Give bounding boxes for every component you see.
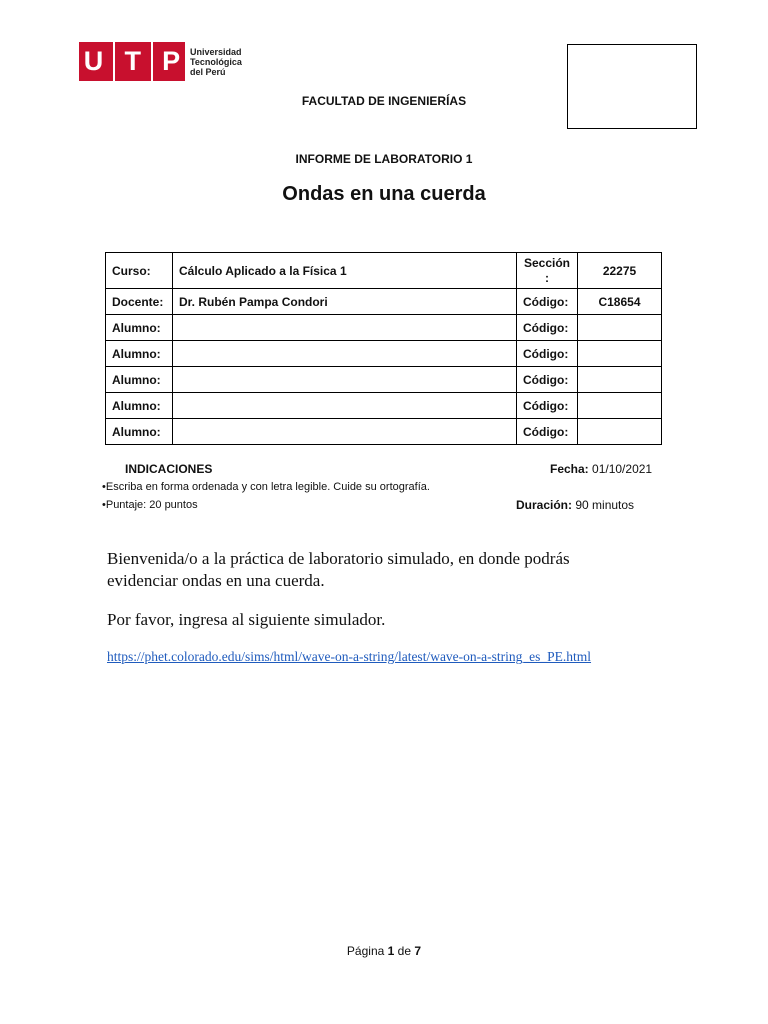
page-footer <box>0 944 768 958</box>
duracion <box>516 498 634 512</box>
seccion-label-colon: : <box>545 270 549 285</box>
logo-line: Universidad <box>190 46 242 57</box>
alumno-codigo[interactable] <box>578 341 662 367</box>
alumno-label: Alumno: <box>106 367 173 393</box>
alumno-codigo[interactable] <box>578 315 662 341</box>
curso-value: Cálculo Aplicado a la Física 1 <box>173 253 517 289</box>
alumno-codigo[interactable] <box>578 367 662 393</box>
page-of: de <box>397 944 412 958</box>
table-row <box>106 289 662 315</box>
curso-label: Curso: <box>106 253 173 289</box>
alumno-label: Alumno: <box>106 419 173 445</box>
docente-value: Dr. Rubén Pampa Condori <box>173 289 517 315</box>
alumno-label: Alumno: <box>106 315 173 341</box>
fecha <box>550 462 652 476</box>
docente-label: Docente: <box>106 289 173 315</box>
page-label: Página <box>346 944 385 958</box>
codigo-label: Código: <box>517 419 578 445</box>
codigo-label: Código: <box>517 341 578 367</box>
simulator-link[interactable]: https://phet.colorado.edu/sims/html/wave-on-a-string/latest/wave-on-a-string_es_PE.html <box>107 649 592 664</box>
alumno-value[interactable] <box>173 315 517 341</box>
photo-box <box>567 44 697 129</box>
welcome-paragraph: Bienvenida/o a la práctica de laboratorio simulado, en donde podrás evidenciar ondas en una cuerda. <box>107 549 570 590</box>
docente-codigo: C18654 <box>578 289 662 315</box>
table-row <box>106 315 662 341</box>
instruction-bullet: •Puntaje: 20 puntos <box>102 499 198 511</box>
instruction-paragraph: Por favor, ingresa al siguiente simulador. <box>107 610 386 629</box>
alumno-value[interactable] <box>173 393 517 419</box>
current-page: 1 <box>387 944 395 958</box>
utp-logo <box>79 42 242 81</box>
alumno-codigo[interactable] <box>578 393 662 419</box>
report-heading: INFORME DE LABORATORIO 1 <box>295 152 473 166</box>
seccion-value: 22275 <box>578 253 662 289</box>
faculty-heading: FACULTAD DE INGENIERÍAS <box>301 94 467 108</box>
total-pages: 7 <box>414 944 422 958</box>
table-row <box>106 341 662 367</box>
table-row <box>106 253 662 289</box>
document-title: Ondas en una cuerda <box>282 183 486 205</box>
codigo-label: Código: <box>517 393 578 419</box>
logo-line: del Perú <box>190 66 226 77</box>
logo-letter-p: P <box>162 46 181 76</box>
seccion-label <box>517 253 578 289</box>
indicaciones-heading: INDICACIONES <box>125 462 213 476</box>
codigo-label: Código: <box>517 315 578 341</box>
instruction-bullet: •Escriba en forma ordenada y con letra legible. Cuide su ortografía. <box>102 481 430 493</box>
alumno-value[interactable] <box>173 367 517 393</box>
logo-line: Tecnológica <box>190 56 242 67</box>
seccion-label-line: Sección <box>523 255 571 270</box>
logo-letter-u: U <box>83 46 104 76</box>
logo-separator <box>151 42 153 81</box>
duracion-label: Duración: <box>516 498 573 512</box>
logo-mark <box>79 42 185 81</box>
alumno-label: Alumno: <box>106 341 173 367</box>
alumno-value[interactable] <box>173 419 517 445</box>
logo-letter-t: T <box>124 46 141 76</box>
alumno-codigo[interactable] <box>578 419 662 445</box>
table-row <box>106 367 662 393</box>
logo-wordmark <box>190 47 242 77</box>
info-table <box>105 252 662 445</box>
fecha-label: Fecha: <box>550 462 589 476</box>
codigo-label: Código: <box>517 289 578 315</box>
codigo-label: Código: <box>517 367 578 393</box>
duracion-value: 90 minutos <box>575 498 635 512</box>
logo-separator <box>113 42 115 81</box>
table-row <box>106 393 662 419</box>
alumno-label: Alumno: <box>106 393 173 419</box>
alumno-value[interactable] <box>173 341 517 367</box>
fecha-value: 01/10/2021 <box>592 462 653 476</box>
table-row <box>106 419 662 445</box>
